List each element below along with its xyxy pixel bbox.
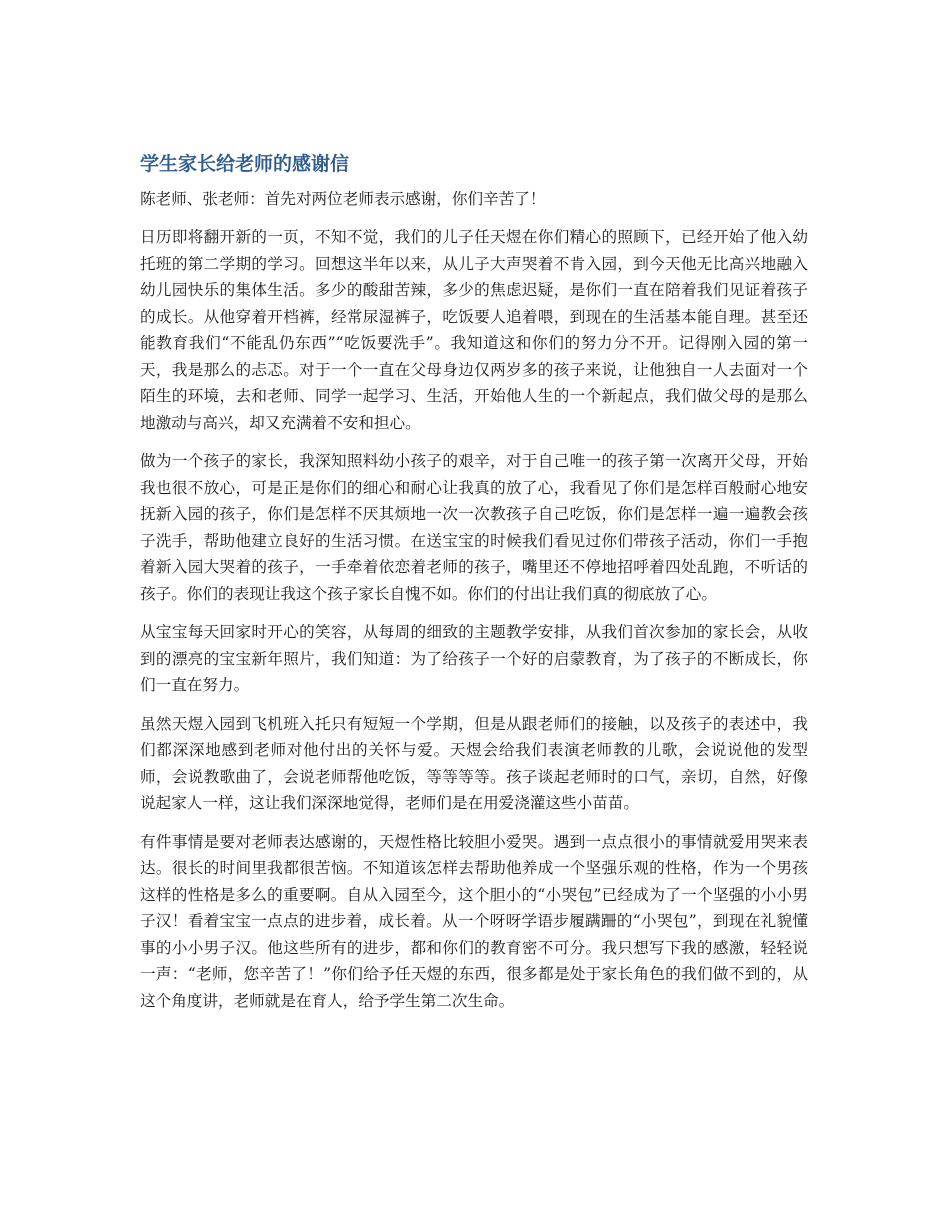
paragraph-5: 有件事情是要对老师表达感谢的，天煜性格比较胆小爱哭。遇到一点点很小的事情就爱用哭来表达。很长的时间里我都很苦恼。不知道该怎样去帮助他养成一个坚强乐观的性格，作为一个男孩这样的性格是多么的重要啊。自从入园至今，这个胆小的“小哭包”已经成为了一个坚强的小小男子汉！看着宝宝一点点的进步着，成长着。从一个呀呀学语步履蹒跚的“小哭包”，到现在礼貌懂事的小小男子汉。他这些所有的进步，都和你们的教育密不可分。我只想写下我的感激，轻轻说一声：“老师，您辛苦了！”你们给予任天煜的东西，很多都是处于家长角色的我们做不到的，从这个角度讲，老师就是在育人，给予学生第二次生命。 bbox=[140, 832, 808, 1010]
paragraph-3: 从宝宝每天回家时开心的笑容，从每周的细致的主题教学安排，从我们首次参加的家长会，从收到的漂亮的宝宝新年照片，我们知道：为了给孩子一个好的启蒙教育，为了孩子的不断成长，你们一直在努力。 bbox=[140, 623, 808, 694]
paragraph-2: 做为一个孩子的家长，我深知照料幼小孩子的艰辛，对于自己唯一的孩子第一次离开父母，开始我也很不放心，可是正是你们的细心和耐心让我真的放了心，我看见了你们是怎样百般耐心地安抚新入园的孩子，你们是怎样不厌其烦地一次一次教孩子自己吃饭，你们是怎样一遍一遍教会孩子洗手，帮助他建立良好的生活习惯。在送宝宝的时候我们看见过你们带孩子活动，你们一手抱着新入园大哭着的孩子，一手牵着依恋着老师的孩子，嘴里还不停地招呼着四处乱跑，不听话的孩子。你们的表现让我这个孩子家长自愧不如。你们的付出让我们真的彻底放了心。 bbox=[140, 452, 808, 603]
document-page bbox=[140, 150, 808, 1026]
document-title: 学生家长给老师的感谢信 bbox=[140, 153, 350, 175]
salutation: 陈老师、张老师：首先对两位老师表示感谢，你们辛苦了！ bbox=[140, 190, 546, 208]
paragraph-4: 虽然天煜入园到飞机班入托只有短短一个学期，但是从跟老师们的接触，以及孩子的表述中，我们都深深地感到老师对他付出的关怀与爱。天煜会给我们表演老师教的儿歌，会说说他的发型师，会说教歌曲了，会说老师帮他吃饭，等等等等。孩子谈起老师时的口气，亲切，自然，好像说起家人一样，这让我们深深地觉得，老师们是在用爱浇灌这些小苗苗。 bbox=[140, 714, 808, 812]
paragraph-1: 日历即将翻开新的一页，不知不觉，我们的儿子任天煜在你们精心的照顾下，已经开始了他入幼托班的第二学期的学习。回想这半年以来，从儿子大声哭着不肯入园，到今天他无比高兴地融入幼儿园快乐的集体生活。多少的酸甜苦辣，多少的焦虑迟疑，是你们一直在陪着我们见证着孩子的成长。从他穿着开档裤，经常尿湿裤子，吃饭要人追着喂，到现在的生活基本能自理。甚至还能教育我们“不能乱仍东西”“吃饭要洗手”。我知道这和你们的努力分不开。记得刚入园的第一天，我是那么的忐忑。对于一个一直在父母身边仅两岁多的孩子来说，让他独自一人去面对一个陌生的环境，去和老师、同学一起学习、生活，开始他人生的一个新起点，我们做父母的是那么地激动与高兴，却又充满着不安和担心。 bbox=[140, 228, 808, 432]
